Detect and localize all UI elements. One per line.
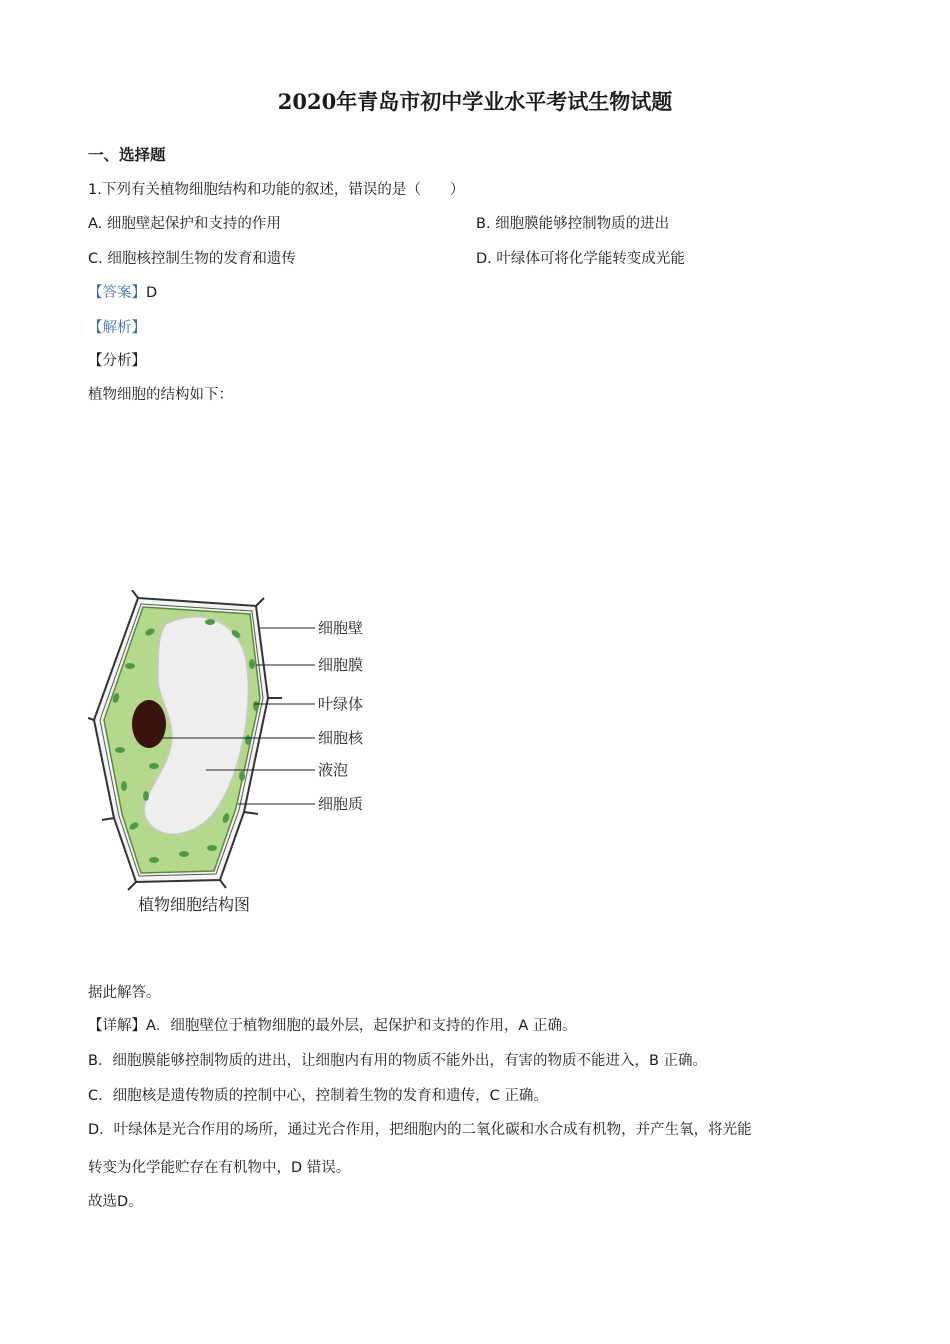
- detail-c: [88, 1084, 548, 1105]
- conclusion-end: 。: [128, 1194, 143, 1210]
- question-stem: 下列有关植物细胞结构和功能的叙述，错误的是（ ）: [101, 182, 465, 198]
- option-c: [88, 247, 296, 268]
- label-cytoplasm: 细胞质: [318, 795, 364, 813]
- answer-line: [88, 281, 157, 302]
- option-d-text: 叶绿体可将化学能转变成光能: [496, 251, 685, 267]
- analysis-label: 【解析】: [88, 320, 146, 336]
- nucleus-shape: [132, 700, 166, 748]
- label-nucleus: 细胞核: [318, 729, 364, 747]
- detail-d-text2: 转变为化学能贮存在有机物中，: [88, 1160, 291, 1176]
- label-vacuole: 液泡: [318, 761, 349, 779]
- option-b: [476, 212, 669, 233]
- plant-cell-diagram: [88, 590, 388, 920]
- answer-value: D: [146, 285, 158, 301]
- option-c-text: 细胞核控制生物的发育和遗传: [107, 251, 296, 267]
- detail-c-prefix: C．: [88, 1088, 113, 1104]
- answer-intro: 据此解答。: [88, 985, 161, 1001]
- detail-a-text: 细胞壁位于植物细胞的最外层，起保护和支持的作用，: [170, 1018, 519, 1034]
- detail-c-letter: C: [489, 1088, 500, 1104]
- detail-c-end: 正确。: [504, 1088, 548, 1104]
- structure-intro: 植物细胞的结构如下：: [88, 387, 233, 403]
- option-a-letter: A.: [88, 216, 103, 232]
- answer-label: 【答案】: [88, 285, 146, 301]
- option-d-letter: D.: [476, 251, 492, 267]
- detail-a-prefix: A．: [146, 1018, 171, 1034]
- detail-d-end: 错误。: [306, 1160, 351, 1176]
- detail-d-prefix: D．: [88, 1122, 114, 1138]
- detail-c-text: 细胞核是遗传物质的控制中心，控制着生物的发育和遗传，: [112, 1088, 490, 1104]
- detail-d: [88, 1118, 752, 1139]
- detail-b: [88, 1049, 707, 1070]
- question-1: [88, 178, 464, 199]
- detail-label: 【详解】: [88, 1018, 146, 1034]
- label-cell-wall: 细胞壁: [318, 619, 364, 637]
- detail-b-letter: B: [648, 1053, 659, 1069]
- detail-d-continued: [88, 1156, 350, 1177]
- option-b-text: 细胞膜能够控制物质的进出: [495, 216, 670, 232]
- detail-d-letter: D: [291, 1160, 303, 1176]
- page-title: 2020年青岛市初中学业水平考试生物试题: [277, 89, 673, 114]
- detail-b-text: 细胞膜能够控制物质的进出，让细胞内有用的物质不能外出，有害的物质不能进入，: [112, 1053, 649, 1069]
- section-heading: 一、选择题: [88, 145, 166, 164]
- label-chloroplast: 叶绿体: [318, 695, 364, 713]
- option-a-text: 细胞壁起保护和支持的作用: [106, 216, 281, 232]
- option-c-letter: C.: [88, 251, 103, 267]
- question-number: 1.: [88, 182, 102, 198]
- detail-b-prefix: B．: [88, 1053, 113, 1069]
- detail-b-end: 正确。: [663, 1053, 708, 1069]
- conclusion: [88, 1190, 143, 1211]
- option-b-letter: B.: [476, 216, 491, 232]
- plant-cell-figure: [88, 590, 388, 920]
- option-d: [476, 247, 685, 268]
- conclusion-letter: D: [117, 1194, 129, 1210]
- option-a: [88, 212, 281, 233]
- label-cell-membrane: 细胞膜: [318, 656, 364, 674]
- detail-a-end: 正确。: [532, 1018, 577, 1034]
- detail-a-letter: A: [518, 1018, 529, 1034]
- conclusion-text: 故选: [88, 1194, 117, 1210]
- detail-d-text: 叶绿体是光合作用的场所，通过光合作用，把细胞内的二氧化碳和水合成有机物，并产生氧，将光能: [113, 1122, 752, 1138]
- figure-caption: 植物细胞结构图: [138, 895, 251, 914]
- fenxi-label: 【分析】: [88, 353, 146, 369]
- detail-a: [88, 1014, 576, 1035]
